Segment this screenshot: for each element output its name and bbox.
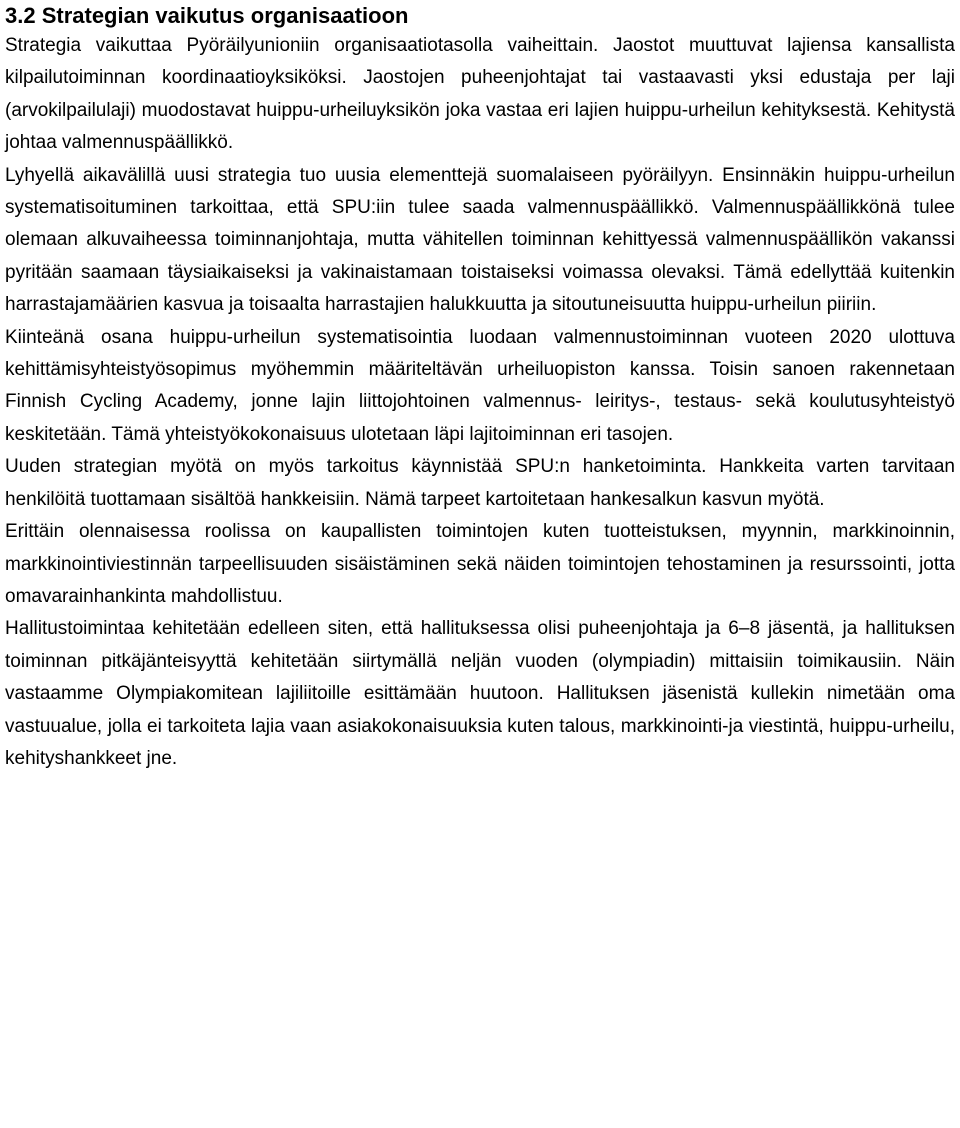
section-heading: 3.2 Strategian vaikutus organisaatioon <box>5 3 409 28</box>
document-page <box>5 0 955 775</box>
paragraph-commercial-functions: Erittäin olennaisessa roolissa on kaupallisten toimintojen kuten tuotteistuksen, myynnin, markkinoinnin, markkinointiviestinnän tarpeellisuuden sisäistäminen sekä näiden toimintojen tehostaminen ja resurssointi, jotta omavarainhankinta mahdollistuu. <box>5 521 955 607</box>
paragraph-organisation-levels: Strategia vaikuttaa Pyöräilyunioniin organisaatiotasolla vaiheittain. Jaostot muuttuvat lajiensa kansallista kilpailutoiminnan koordinaatioyksiköksi. Jaostojen puheenjohtajat tai vastaavasti yksi edustaja per laji (arvokilpailulaji) muodostavat huippu-urheiluyksikön joka vastaa eri lajien huippu-urheilun kehityksestä. Kehitystä johtaa valmennuspäällikkö. <box>5 35 955 154</box>
paragraph-short-term-elements: Lyhyellä aikavälillä uusi strategia tuo uusia elementtejä suomalaiseen pyöräilyyn. Ensinnäkin huippu-urheilun systematisoituminen tarkoittaa, että SPU:iin tulee saada valmennuspäällikkö. Valmennuspäällikkönä tulee olemaan alkuvaiheessa toiminnanjohtaja, mutta vähitellen toiminnan kehittyessä valmennuspäällikön vakanssi pyritään saamaan täysiaikaiseksi ja vakinaistamaan toistaiseksi voimassa olevaksi. Tämä edellyttää kuitenkin harrastajamäärien kasvua ja toisaalta harrastajien halukkuutta ja sitoutuneisuutta huippu-urheilun piiriin. <box>5 164 955 316</box>
paragraph-board-activity: Hallitustoimintaa kehitetään edelleen siten, että hallituksessa olisi puheenjohtaja ja 6–8 jäsentä, ja hallituksen toiminnan pitkäjänteisyyttä kehitetään siirtymällä neljän vuoden (olympiadin) mittaisiin toimikausiin. Näin vastaamme Olympiakomitean lajiliitoille esittämään huutoon. Hallituksen jäsenistä kullekin nimetään oma vastuualue, jolla ei tarkoiteta lajia vaan asiakokonaisuuksia kuten talous, markkinointi-ja viestintä, huippu-urheilu, kehityshankkeet jne. <box>5 618 955 769</box>
paragraph-cycling-academy: Kiinteänä osana huippu-urheilun systematisointia luodaan valmennustoiminnan vuoteen 2020 ulottuva kehittämisyhteistyösopimus myöhemmin määriteltävän urheiluopiston kanssa. Toisin sanoen rakennetaan Finnish Cycling Academy, jonne lajin liittojohtoinen valmennus- leiritys-, testaus- sekä koulutusyhteistyö keskitetään. Tämä yhteistyökokonaisuus ulotetaan läpi lajitoiminnan eri tasojen. <box>5 326 955 445</box>
paragraph-project-activity: Uuden strategian myötä on myös tarkoitus käynnistää SPU:n hanketoiminta. Hankkeita varten tarvitaan henkilöitä tuottamaan sisältöä hankkeisiin. Nämä tarpeet kartoitetaan hankesalkun kasvun myötä. <box>5 456 955 510</box>
